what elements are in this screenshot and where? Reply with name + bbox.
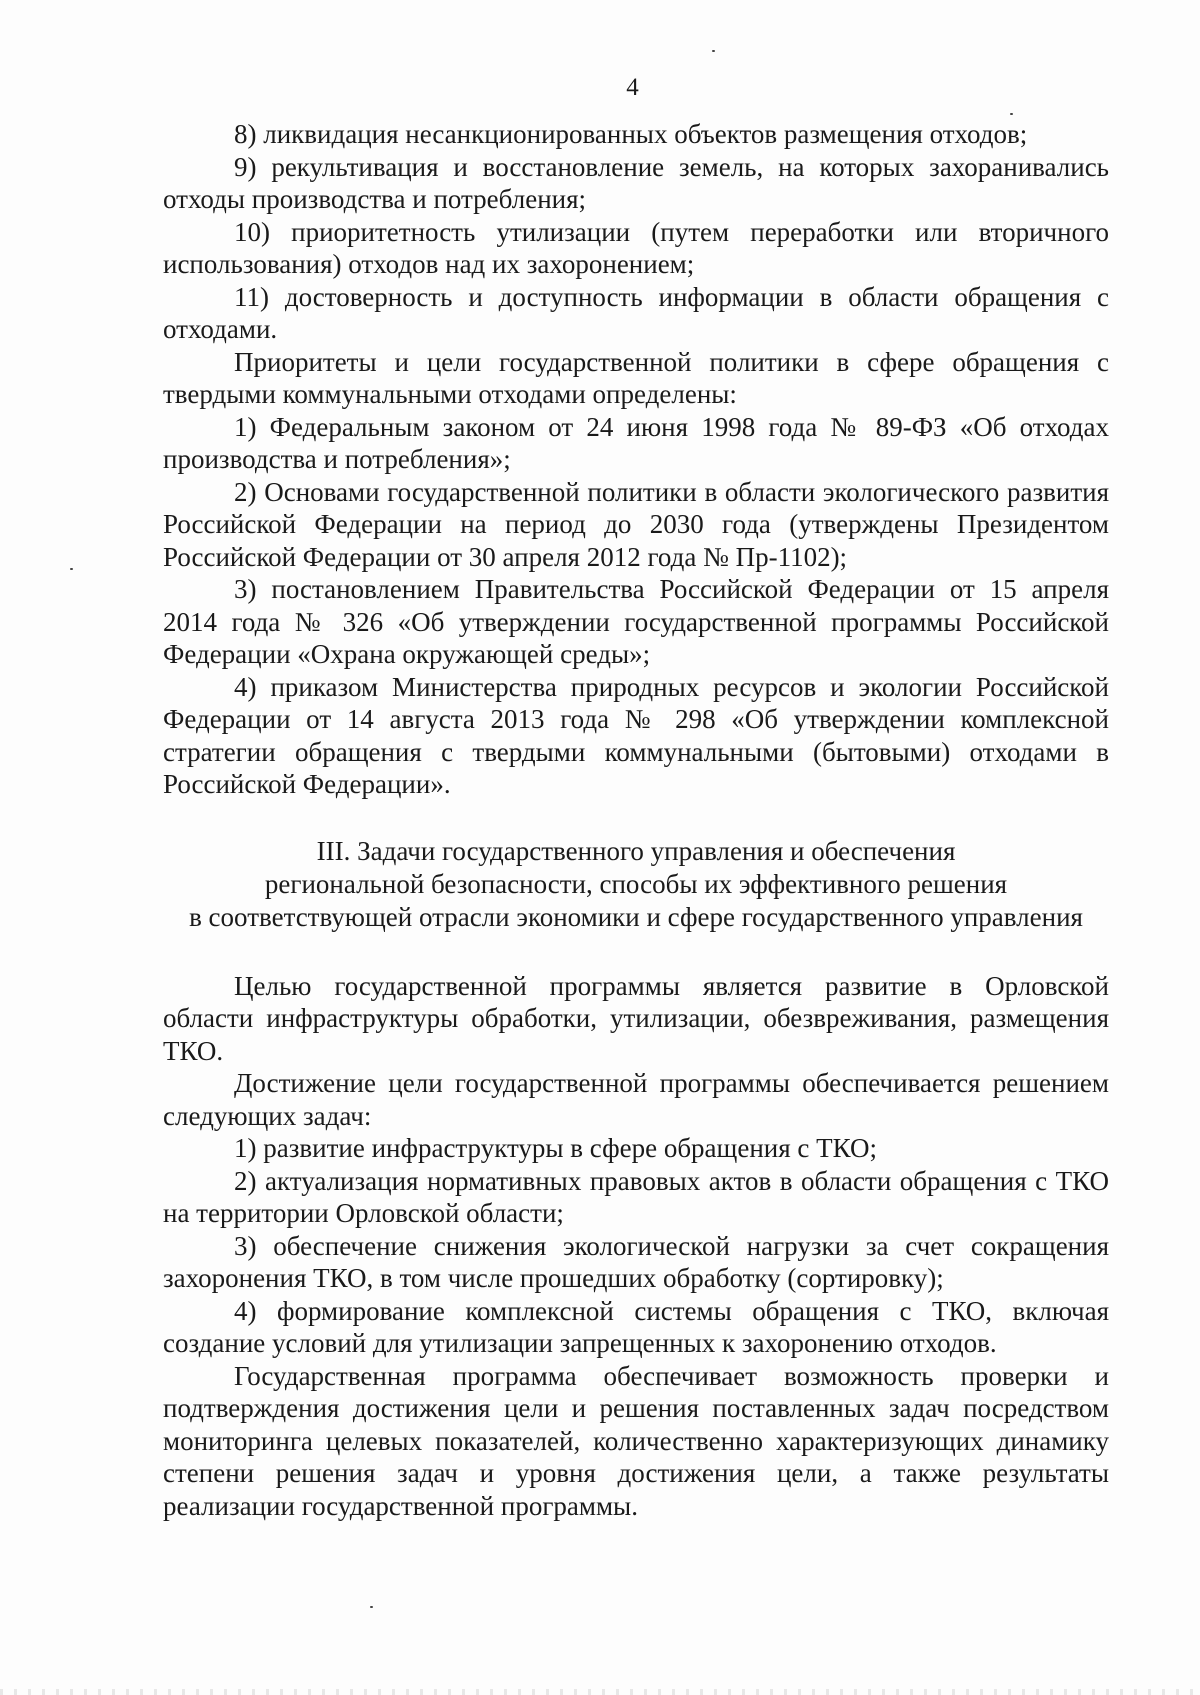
paragraph: 9) рекультивация и восстановление земель, на которых захоранивались отходы производства и потребления; — [163, 151, 1109, 214]
section-heading — [163, 835, 1109, 934]
section-heading-line: в соответствующей отрасли экономики и сфере государственного управления — [189, 901, 1083, 932]
paragraph: 1) развитие инфраструктуры в сфере обращения с ТКО; — [234, 1133, 877, 1163]
paragraph: 3) постановлением Правительства Российской Федерации от 15 апреля 2014 года № 326 «Об утверждении государственной программы Российской Федерации «Охрана окружающей среды»; — [163, 574, 1109, 669]
document-body — [163, 118, 1109, 1522]
paragraph: 10) приоритетность утилизации (путем переработки или вторичного использования) отходов над их захоронением; — [163, 216, 1109, 279]
paragraph: 3) обеспечение снижения экологической нагрузки за счет сокращения захоронения ТКО, в том числе прошедших обработку (сортировку); — [163, 1230, 1109, 1293]
paragraph: 1) Федеральным законом от 24 июня 1998 года № 89-ФЗ «Об отходах производства и потребления»; — [163, 411, 1109, 474]
paragraph: Государственная программа обеспечивает возможность проверки и подтверждения достижения цели и решения поставленных задач посредством мониторинга целевых показателей, количественно характеризующих динамику степени решения задач и уровня достижения цели, а также результаты реализации государственной программы. — [163, 1360, 1109, 1521]
paragraph: 11) достоверность и доступность информации в области обращения с отходами. — [163, 281, 1109, 344]
scan-edge-artifact — [0, 1689, 1200, 1695]
scan-speck — [712, 50, 715, 52]
page-number: 4 — [626, 74, 639, 101]
scan-speck — [1010, 113, 1013, 115]
paragraph: 2) Основами государственной политики в области экологического развития Российской Федерации на период до 2030 года (утверждены Президентом Российской Федерации от 30 апреля 2012 года № Пр-1102); — [163, 476, 1109, 572]
paragraph: 4) формирование комплексной системы обращения с ТКО, включая создание условий для утилизации запрещенных к захоронению отходов. — [163, 1295, 1109, 1358]
paragraph: 2) актуализация нормативных правовых актов в области обращения с ТКО на территории Орловской области; — [163, 1165, 1109, 1228]
paragraph: Целью государственной программы является развитие в Орловской области инфраструктуры обработки, утилизации, обезвреживания, размещения ТКО. — [163, 970, 1109, 1066]
scan-speck — [70, 568, 73, 570]
paragraph: Достижение цели государственной программы обеспечивается решением следующих задач: — [163, 1068, 1109, 1131]
section-heading-line: III. Задачи государственного управления и обеспечения — [316, 835, 956, 866]
paragraph: 8) ликвидация несанкционированных объектов размещения отходов; — [234, 119, 1028, 149]
section-heading-line: региональной безопасности, способы их эффективного решения — [264, 868, 1008, 899]
scan-speck — [370, 1606, 373, 1608]
paragraph: 4) приказом Министерства природных ресурсов и экологии Российской Федерации от 14 августа 2013 года № 298 «Об утверждении комплексной стратегии обращения с твердыми коммунальными (бытовыми) отходами в Российской Федерации». — [163, 671, 1109, 799]
paragraph: Приоритеты и цели государственной политики в сфере обращения с твердыми коммунальными отходами определены: — [163, 346, 1109, 409]
